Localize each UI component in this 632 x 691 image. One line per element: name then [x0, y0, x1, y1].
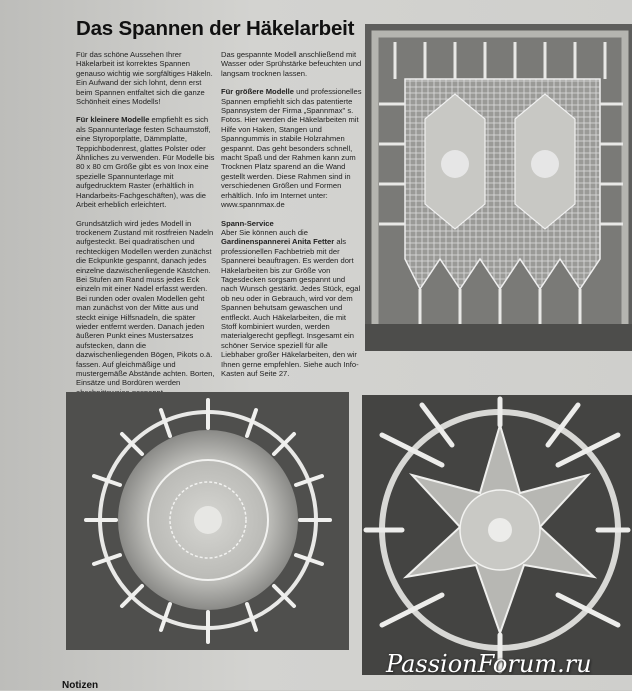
- moisten-paragraph: Das gespannte Modell anschließend mit Wasser oder Sprühstärke befeuchten und langsam trocknen lassen.: [221, 50, 362, 78]
- intro-paragraph: Für das schöne Aussehen Ihrer Häkelarbeit ist korrektes Spannen genauso wichtig wie sorgfältiges Häkeln. Ein Aufwand der sich lohnt, denn erst beim Spannen entfaltet sich die ganze Schönheit eines Modells!: [76, 50, 213, 107]
- service-paragraph: [221, 219, 363, 379]
- small-models-heading: Für kleinere Modelle: [76, 115, 150, 125]
- service-company: Gardinenspannerei Anita Fetter: [221, 237, 335, 247]
- article-title: Das Spannen der Häkelarbeit: [76, 17, 355, 40]
- service-heading: Spann-Service: [221, 218, 274, 228]
- service-text-a: Aber Sie können auch die: [221, 227, 308, 237]
- watermark: PassionForum.ru: [386, 650, 592, 678]
- large-models-text: und professionelles Spannen empfiehlt sich das patentierte Spannsystem der Firma „Spannmax" s. Fotos. Hier werden die Häkelarbeiten mit Hilfe von Haken, Stangen und Spanngummis in stabile Holzrahmen gespannt. Das geht besonders schnell, macht Spaß und der Rahmen kann zum Trocknen Platz sparend an die Wand gestellt werden. Diese Rahmen sind in verschiedenen Größen und Formen erhältlich. Info im Internet unter: www.spannmax.de: [221, 87, 362, 210]
- text-column-left: [76, 50, 218, 406]
- photo-round-doily-left: [66, 392, 349, 650]
- small-models-text: empfiehlt es sich als Spannunterlage festen Schaumstoff, eine Styroporplatte, Dämmplatte, Teppichbodenrest, glattes Polster oder Ähnliches zu verwenden. Für Modelle bis 80 x 80 cm Größe gibt es von Inox eine spezielle Spannunterlage mit aufgedrucktem Raster (erhältlich in Handarbeits-Fachgeschäften), was die Arbeit erheblich erleichtert.: [76, 115, 215, 210]
- pinning-paragraph: Grundsätzlich wird jedes Modell in trockenem Zustand mit rostfreien Nadeln aufgesteckt. Bei quadratischen und rechteckigen Modellen werden zunächst die Eckpunkte gespannt, danach jedes einzelne dazwischenliegende Kästchen. Bei Stufen am Rand muss jedes Eck einzeln mit einer Nadel erfasst werden. Bei runden oder ovalen Modellen geht man zunächst von der Mitte aus und steckt einige Hilfsnadeln, die später wieder entfernt werden. Danach jeden äußeren Punkt eines Mustersatzes aufstecken, dann die dazwischenliegenden Bögen, Pikots o.ä. fassen. Auf gleichmäßige und mustergemäße Abstände achten. Borten, Einsätze und Bordüren werden: [76, 218, 215, 388]
- small-models-paragraph: [76, 115, 218, 209]
- large-models-heading: Für größere Modelle: [221, 87, 294, 97]
- service-text-b: als professionellen Fachbetrieb mit der Spannerei beauftragen. Es werden dort Häkelarbeiten bis zur Größe von Tagesdecken sorgsam gespannt und nach Wunsch gestärkt. Jedes Stück, egal ob neu oder in Gebrauch, wird vor dem Spannen behutsam gewaschen und entfleckt. Auch Häkelarbeiten, die mit Stoff kombiniert wurden, werden materialgerecht gepflegt. Insgesamt ein schöner Service speziell für alle Liebhaber großer Häkelarbeiten, den wir Ihnen gerne empfehlen. Siehe auch Info-Kasten auf Seite 27.: [221, 237, 361, 378]
- photo-star-doily-right: [362, 395, 632, 675]
- footer-notes-label: Notizen: [62, 680, 99, 691]
- large-models-paragraph: [221, 87, 363, 209]
- text-column-right: [221, 50, 363, 387]
- photo-curtain-frame: [365, 24, 632, 351]
